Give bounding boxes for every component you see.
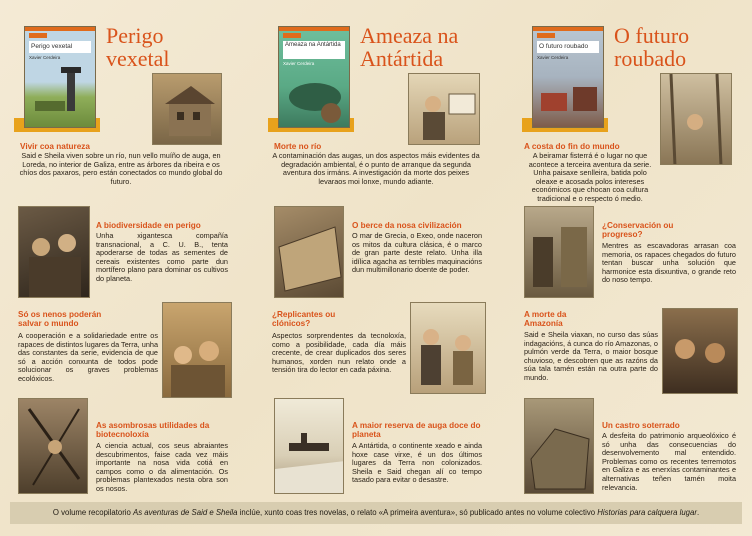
footer-text-mid: inclúe, xunto coas tres novelas, o relato «A primeira aventura», só publicado antes no volume colectivo (237, 508, 598, 517)
lab-scene-illustration (408, 73, 480, 145)
section-heading: Vivir coa natureza (20, 142, 90, 151)
coast-illustration (533, 27, 604, 128)
section-text: A ciencia actual, cos seus abraiantes descubrimentos, faise cada vez máis importante na nosa vida cotiá en campos como o da alimentación. Os problemas plantexados nesta obra son os nosos. (96, 441, 228, 493)
ruins-buried-illustration (524, 398, 594, 494)
children-group-illustration (162, 302, 232, 398)
ship-in-ice-illustration (274, 398, 344, 494)
book-cover-author: Xavier Cerdeira (537, 55, 569, 60)
footer-book-title-1: As aventuras de Said e Sheila (133, 508, 238, 517)
book-cover-title: Perigo vexetal (29, 41, 91, 53)
section-heading: Só os nenos poderán salvar o mundo (18, 310, 102, 328)
section-heading: Morte no río (274, 142, 322, 151)
kids-in-dark-illustration (18, 206, 90, 298)
book-cover-futuro (532, 26, 604, 128)
section-text: A contaminación das augas, un dos aspectos máis evidentes da degradación ambiental, é o punto de arranque da segunda aventura dos irmáns. A investigación da morte dos peixes levaraos moi lonxe, mundo adiante. (272, 151, 480, 186)
footer-book-title-2: Historias para calquera lugar (597, 508, 697, 517)
column-ameaza-na-antartida (268, 18, 506, 498)
crane-machine-illustration (18, 398, 88, 494)
footer-note (10, 502, 742, 524)
story-title: O futuro roubado (614, 23, 690, 71)
book-cover-ameaza (278, 26, 350, 128)
section-text: Mentres as escavadoras arrasan coa memoria, os rapaces chegados do futuro tentan buscar unha solución que harmonice esta disxuntiva, o grande reto do noso tempo. (602, 241, 736, 285)
section-heading: ¿Conservación ou progreso? (602, 221, 674, 239)
excavators-illustration (524, 206, 594, 298)
footer-text-post: . (696, 508, 700, 517)
story-title: Ameaza na Antártida (360, 23, 459, 71)
section-heading: ¿Replicantes ou clónicos? (272, 310, 336, 328)
book-cover-title: O futuro roubado (537, 41, 599, 53)
section-text: Said e Sheila viven sobre un río, nun vello muíño de auga, en Loreda, no interior de Galiza, entre as árbores da ribeira e os chíos dos paxaros, pero están conectados co mundo global do futuro. (19, 151, 223, 186)
section-heading: A morte da Amazonía (524, 310, 567, 328)
section-heading: A costa do fin do mundo (524, 142, 620, 151)
section-text: A desfeita do patrimonio arqueolóxico é só unha das consecuencias do desenvolvemento mal entendido. Problemas como os recentes terremotos en Galiza e as enerxías contaminantes e alternativas teñen tamén moita relevancia. (602, 431, 736, 492)
tower-illustration (25, 27, 96, 128)
section-heading: O berce da nosa civilización (352, 221, 462, 230)
book-cover-perigo-vexetal (24, 26, 96, 128)
mill-house-illustration (152, 73, 222, 145)
story-title: Perigo vexetal (106, 23, 170, 71)
ruins-illustration (274, 206, 344, 298)
section-text: Unha xigantesca compañía transnacional, a C. U. B., tenta apoderarse de todas as sementes de cereais existentes como parte dun mortífero plano para dominar os cultivos do planeta. (96, 231, 228, 283)
tribe-faces-illustration (662, 308, 738, 394)
lab-kids-illustration (410, 302, 486, 394)
book-cover-author: Xavier Cerdeira (283, 61, 315, 66)
section-heading: A biodiversidade en perigo (96, 221, 201, 230)
forest-figure-illustration (660, 73, 732, 165)
section-heading: A maior reserva de auga doce do planeta (352, 421, 481, 439)
section-text: A cooperación e a solidariedade entre os rapaces de distintos lugares da Terra, unha das constantes da serie, evidencia de que só a acción conxunta de todos pode solucionar os graves problemas ecolóxicos. (18, 331, 158, 383)
book-cover-author: Xavier Cerdeira (29, 55, 61, 60)
landscape-illustration (279, 27, 350, 128)
section-text: Aspectos sorprendentes da tecnoloxía, como a posibilidade, cada día máis crecente, de crear duplicados dos seres humanos, xorden nun relato onde a tensión tira do lector en cada páxina. (272, 331, 406, 375)
section-text: O mar de Grecia, o Exeo, onde naceron os mitos da cultura clásica, é o marco de gran parte deste relato. Unha illa idílica agacha as terribles maquinacións dun multimillonario doente de poder. (352, 231, 482, 275)
section-heading: Un castro soterrado (602, 421, 680, 430)
column-perigo-vexetal (14, 18, 252, 498)
section-text: A Antártida, o continente xeado e ainda hoxe case virxe, é un dos últimos lugares da Terra non colonizados. Sheila e Said chegan alí co tempo tasado para evitar o desastre. (352, 441, 482, 485)
column-o-futuro-roubado (522, 18, 752, 498)
section-text: A beiramar fisterrá é o lugar no que acontece a terceira aventura da serie. Unha paisaxe senlleira, batida polo oleaxe e acosada polos intereses económicos que chocan coa cultura tradicional e o respecto ó medio. (528, 151, 652, 203)
footer-text-pre: O volume recopilatorio (52, 508, 134, 517)
book-cover-title: Ameaza na Antártida (283, 41, 345, 59)
section-heading: As asombrosas utilidades da biotecnoloxía (96, 421, 210, 439)
section-text: Said e Sheila viaxan, no curso das súas indagacións, á cunca do río Amazonas, o pulmón verde da Terra, o maior bosque chuvioso, e descobren que as razóns da súa tala tamén están na outra parte do mundo. (524, 330, 658, 382)
